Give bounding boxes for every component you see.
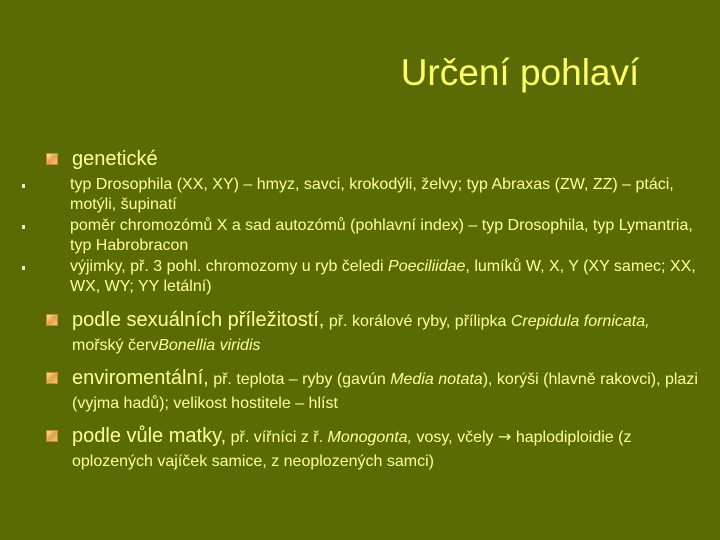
bullet-mother-italic1: Monogonta,	[327, 429, 413, 446]
bullet-sexual-text2: mořský červ	[72, 337, 159, 354]
bullet-mother-lead: podle vůle matky,	[72, 425, 227, 447]
bullet-mother-text3: haplodiploidie (z oplozených vajíček samice, z neoplozených samci)	[72, 429, 632, 470]
arrow-right-icon: →	[497, 427, 512, 446]
slide-title: Určení pohlaví	[400, 52, 640, 93]
small-bullet-icon	[22, 184, 25, 188]
bullet-sexual-text1: př. korálové ryby, přílipka	[324, 313, 511, 330]
subitem-text: typ Drosophila (XX, XY) – hmyz, savci, krokodýli, želvy; typ Abraxas (ZW, ZZ) – ptáci, motýli, šupinatí	[70, 176, 674, 213]
square-bullet-icon	[46, 153, 58, 165]
bullet-env-lead: enviromentální,	[72, 367, 209, 389]
square-bullet-icon	[46, 372, 58, 384]
bullet-sexual	[44, 309, 704, 357]
subitem-ratio	[44, 216, 704, 256]
bullet-genetic-label: genetické	[72, 148, 158, 170]
small-bullet-icon	[22, 266, 25, 270]
subitem-text-pre: výjimky, př. 3 pohl. chromozomy u ryb čeledi	[70, 258, 389, 275]
subitem-text-italic: Poeciliidae	[388, 258, 466, 275]
slide-content	[44, 148, 704, 483]
bullet-env-italic1: Media notata	[390, 371, 483, 388]
bullet-sexual-italic2: Bonellia viridis	[158, 337, 261, 354]
bullet-sexual-italic1: Crepidula fornicata,	[510, 313, 650, 330]
bullet-env-text2: ), korýši (hlavně rakovci), plazi (vyjma hadů); velikost hostitele – hlíst	[72, 371, 698, 412]
square-bullet-icon	[46, 430, 58, 442]
bullet-environmental	[44, 367, 704, 415]
bullet-mother	[44, 425, 704, 473]
subitem-text: poměr chromozómů X a sad autozómů (pohlavní index) – typ Drosophila, typ Lymantria, typ Habrobracon	[70, 217, 693, 254]
bullet-env-text1: př. teplota – ryby (gavún	[208, 371, 391, 388]
genetic-sublist	[44, 175, 704, 297]
square-bullet-icon	[46, 314, 58, 326]
subitem-text-post: , lumíků W, X, Y (XY samec; XX, WX, WY; YY letální)	[70, 258, 696, 295]
bullet-genetic	[44, 148, 704, 171]
subitem-exceptions	[44, 257, 704, 297]
subitem-drosophila	[44, 175, 704, 215]
bullet-sexual-lead: podle sexuálních příležitostí,	[72, 309, 325, 331]
bullet-mother-text1: př. vířníci z ř.	[226, 429, 328, 446]
small-bullet-icon	[22, 225, 25, 229]
bullet-mother-text2: vosy, včely	[412, 429, 498, 446]
